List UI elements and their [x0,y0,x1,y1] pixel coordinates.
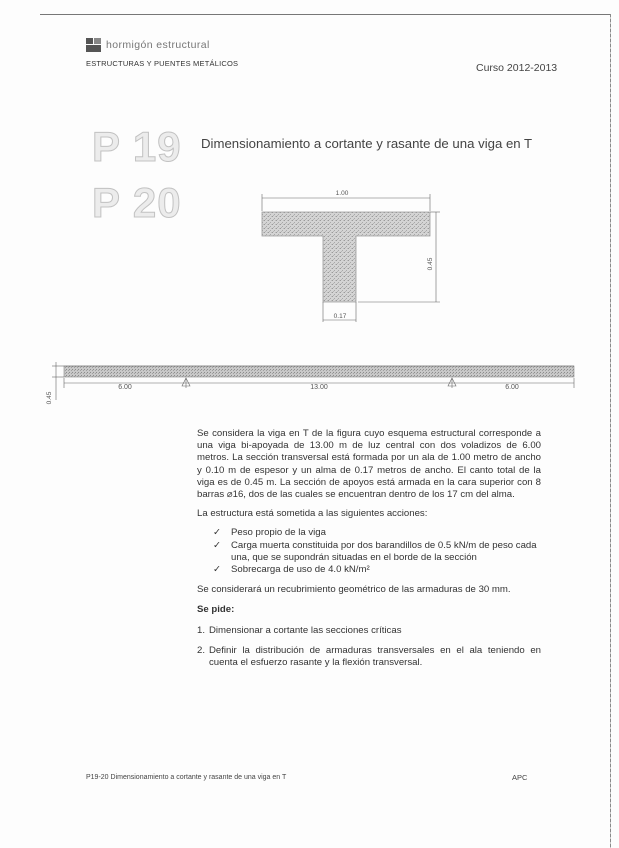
footer-document-title: P19-20 Dimensionamiento a cortante y rasante de una viga en T [86,774,287,781]
problem-statement [197,428,541,677]
paragraph-description: Se considera la viga en T de la figura cuyo esquema estructural corresponde a una viga bi-apoyada de 13.00 m de luz central con dos voladizos de 6.00 metros. La sección transversal está formada por un ala de 1.00 metro de ancho y 0.10 m de espesor y un alma de 0.17 metros de ancho. El canto total de la viga es de 0.45 m. La sección de apoyos está armada en la cara superior con 8 barras ⌀16, dos de las cuales se encuentran dentro de los 17 cm del alma. [197,428,541,501]
beam-elevation-figure [46,362,574,404]
cover-note: Se considerará un recubrimiento geométrico de las armaduras de 30 mm. [197,584,511,596]
flange-width-label: 1.00 [335,190,349,197]
beam-depth-label: 0.45 [46,391,53,405]
page-title: Dimensionamiento a cortante y rasante de una viga en T [201,136,533,151]
list-item: ✓ Peso propio de la viga [213,527,326,539]
problem-number-2: P 20 [92,179,182,226]
check-icon: ✓ [213,539,222,551]
beam-shape [64,366,574,377]
web-width-label: 0.17 [333,313,347,320]
questions-heading: Se pide: [197,604,235,616]
footer-initials: APC [512,773,528,782]
t-section-figure [262,190,440,322]
span-label-right: 6.00 [505,384,519,391]
span-label-center: 13.00 [310,384,328,391]
problem-number-1: P 19 [92,123,182,170]
list-item: 2. Definir la distribución de armaduras transversales en el ala teniendo en cuenta el esfuerzo rasante y la flexión transversal. [197,644,541,669]
course-label: Curso 2012-2013 [476,62,558,74]
brand-name: hormigón estructural [106,39,210,51]
span-label-left: 6.00 [118,384,132,391]
list-item: ✓ Sobrecarga de uso de 4.0 kN/m² [213,564,370,576]
t-section-shape [262,212,430,302]
check-icon: ✓ [213,527,222,539]
list-item: 1. Dimensionar a cortante las secciones críticas [197,624,402,636]
questions-list [197,625,541,670]
paragraph-actions-intro: La estructura está sometida a las siguientes acciones: [197,508,428,520]
depth-label: 0.45 [427,257,434,271]
list-item: ✓ Carga muerta constituida por dos barandillos de 0.5 kN/m de peso cada una, que se supondrán situadas en el borde de la sección [213,539,537,563]
department-label: ESTRUCTURAS Y PUENTES METÁLICOS [86,59,239,68]
check-icon: ✓ [213,564,222,576]
actions-list [197,527,541,576]
